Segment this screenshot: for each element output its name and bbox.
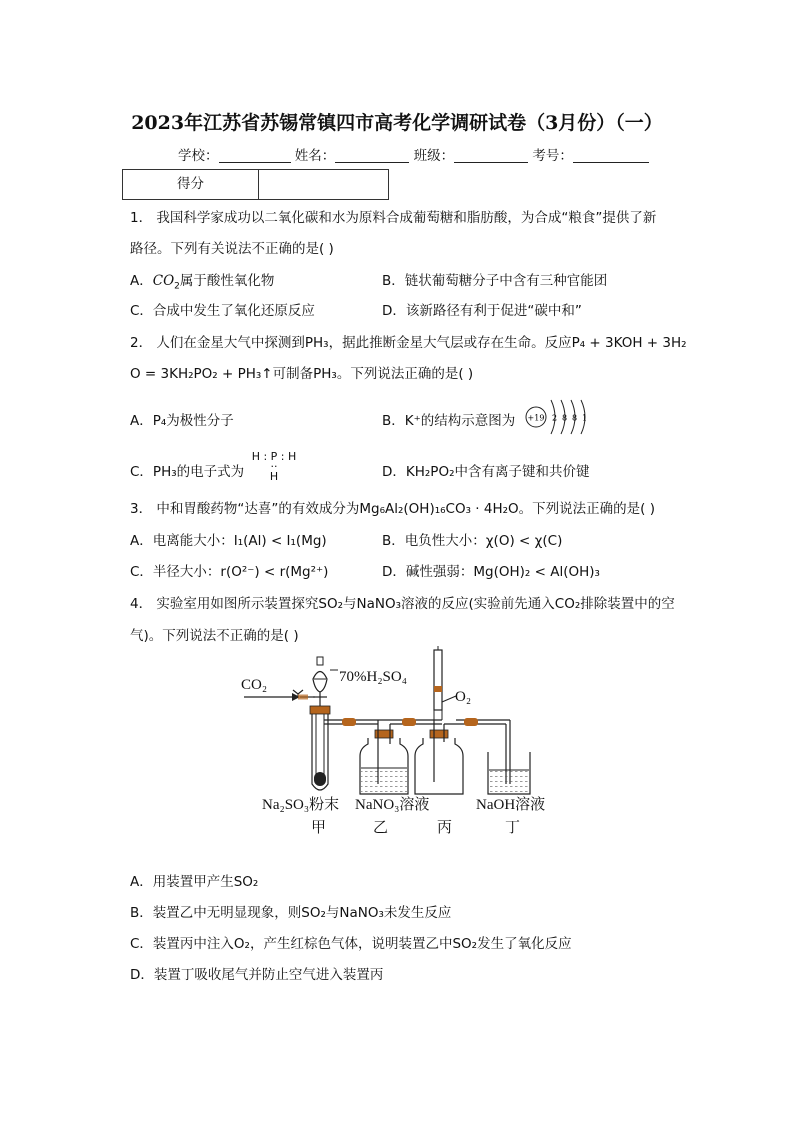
electron-formula-bottom: H: [269, 470, 279, 483]
exam-no-blank[interactable]: [573, 148, 649, 163]
valve-icon: [293, 690, 303, 694]
student-info-row: [178, 144, 649, 164]
label-jia-sub: Na₂SO₃粉末: [262, 797, 340, 813]
name-label: 姓名：: [294, 148, 336, 164]
q2-option-b[interactable]: B．K⁺的结构示意图为: [382, 413, 516, 429]
co2-label: CO₂: [241, 677, 268, 693]
q1-option-b[interactable]: B．链状葡萄糖分子中含有三种官能团: [382, 273, 608, 289]
q3-option-c[interactable]: C．半径大小：r(O²⁻) < r(Mg²⁺): [130, 564, 329, 580]
exam-no-label: 考号：: [532, 148, 573, 164]
q1-stem-2: 路径。下列有关说法不正确的是( ): [130, 241, 334, 257]
q4-option-c[interactable]: C．装置丙中注入O₂，产生红棕色气体，说明装置乙中SO₂发生了氧化反应: [130, 936, 572, 952]
k-ion-structure-diagram: [523, 392, 595, 442]
q1-a-sub: 2: [174, 281, 180, 292]
q1-option-c[interactable]: C．合成中发生了氧化还原反应: [130, 303, 315, 319]
nucleus-charge: +19: [527, 413, 545, 423]
label-yi-sub: NaNO₃溶液: [355, 797, 430, 813]
class-label: 班级：: [413, 148, 455, 164]
acid-label: 70%H₂SO₄: [339, 669, 407, 685]
q4-option-a[interactable]: A．用装置甲产生SO₂: [130, 874, 259, 890]
shell-count-4: 1: [582, 413, 588, 423]
q3-option-b[interactable]: B．电负性大小：χ(O) < χ(C): [382, 533, 563, 549]
label-jia: 甲: [311, 820, 327, 836]
q2-option-a[interactable]: A．P₄为极性分子: [130, 413, 234, 429]
q1-stem-1: 1． 我国科学家成功以二氧化碳和水为原料合成葡萄糖和脂肪酸，为合成“粮食”提供了新: [130, 210, 657, 226]
school-label: 学校：: [178, 148, 219, 164]
shell-count-1: 2: [552, 413, 558, 423]
school-blank[interactable]: [219, 148, 291, 163]
q4-stem-2: 气)。下列说法不正确的是( ): [130, 628, 299, 644]
q2-option-c[interactable]: C．PH₃的电子式为: [130, 464, 245, 480]
shell-count-3: 8: [572, 413, 578, 423]
q3-option-d[interactable]: D．碱性强弱：Mg(OH)₂ < Al(OH)₃: [382, 564, 600, 580]
score-table: [122, 169, 389, 200]
q1-a-text: 属于酸性氧化物: [179, 273, 275, 289]
class-blank[interactable]: [454, 148, 528, 163]
o2-label: O₂: [455, 689, 472, 705]
q2-stem-1: 2． 人们在金星大气中探测到PH₃，据此推断金星大气层或存在生命。反应P₄ + 3KOH + 3H₂: [130, 335, 687, 351]
name-blank[interactable]: [335, 148, 409, 163]
electron-formula-dots: ··: [270, 460, 278, 473]
shell-count-2: 8: [562, 413, 568, 423]
q1-option-a[interactable]: [130, 272, 274, 296]
label-yi: 乙: [373, 820, 389, 836]
page-title: 2023年江苏省苏锡常镇四市高考化学调研试卷（3月份）（一）: [131, 112, 663, 134]
q4-option-d[interactable]: D．装置丁吸收尾气并防止空气进入装置丙: [130, 967, 384, 983]
score-label: 得分: [123, 170, 259, 199]
q3-stem: 3． 中和胃酸药物“达喜”的有效成分为Mg₆Al₂(OH)₁₆CO₃ · 4H₂O。下列说法正确的是( ): [130, 501, 655, 517]
syringe-icon: [434, 650, 442, 710]
label-ding-sub: NaOH溶液: [476, 797, 546, 813]
q1-a-formula: CO: [152, 273, 175, 289]
electron-formula-top: H : P : H: [251, 450, 297, 463]
q2-stem-2: O = 3KH₂PO₂ + PH₃↑可制备PH₃。下列说法正确的是( ): [130, 366, 474, 382]
reaction-bottle-bing: [415, 738, 463, 794]
dropping-funnel-icon: [313, 672, 327, 693]
q4-option-b[interactable]: B．装置乙中无明显现象，则SO₂与NaNO₃未发生反应: [130, 905, 452, 921]
score-cell[interactable]: [259, 170, 388, 199]
q2-option-d[interactable]: D．KH₂PO₂中含有离子键和共价键: [382, 464, 590, 480]
label-bing: 丙: [437, 820, 453, 836]
q4-stem-1: 4． 实验室用如图所示装置探究SO₂与NaNO₃溶液的反应(实验前先通入CO₂排除装置中的空: [130, 596, 675, 612]
label-ding: 丁: [505, 820, 521, 836]
q1-a-prefix: A．: [130, 273, 153, 289]
q1-option-d[interactable]: D．该新路径有利于促进“碳中和”: [382, 303, 582, 319]
q3-option-a[interactable]: A．电离能大小：I₁(Al) < I₁(Mg): [130, 533, 327, 549]
ph3-electron-formula: [246, 452, 302, 482]
